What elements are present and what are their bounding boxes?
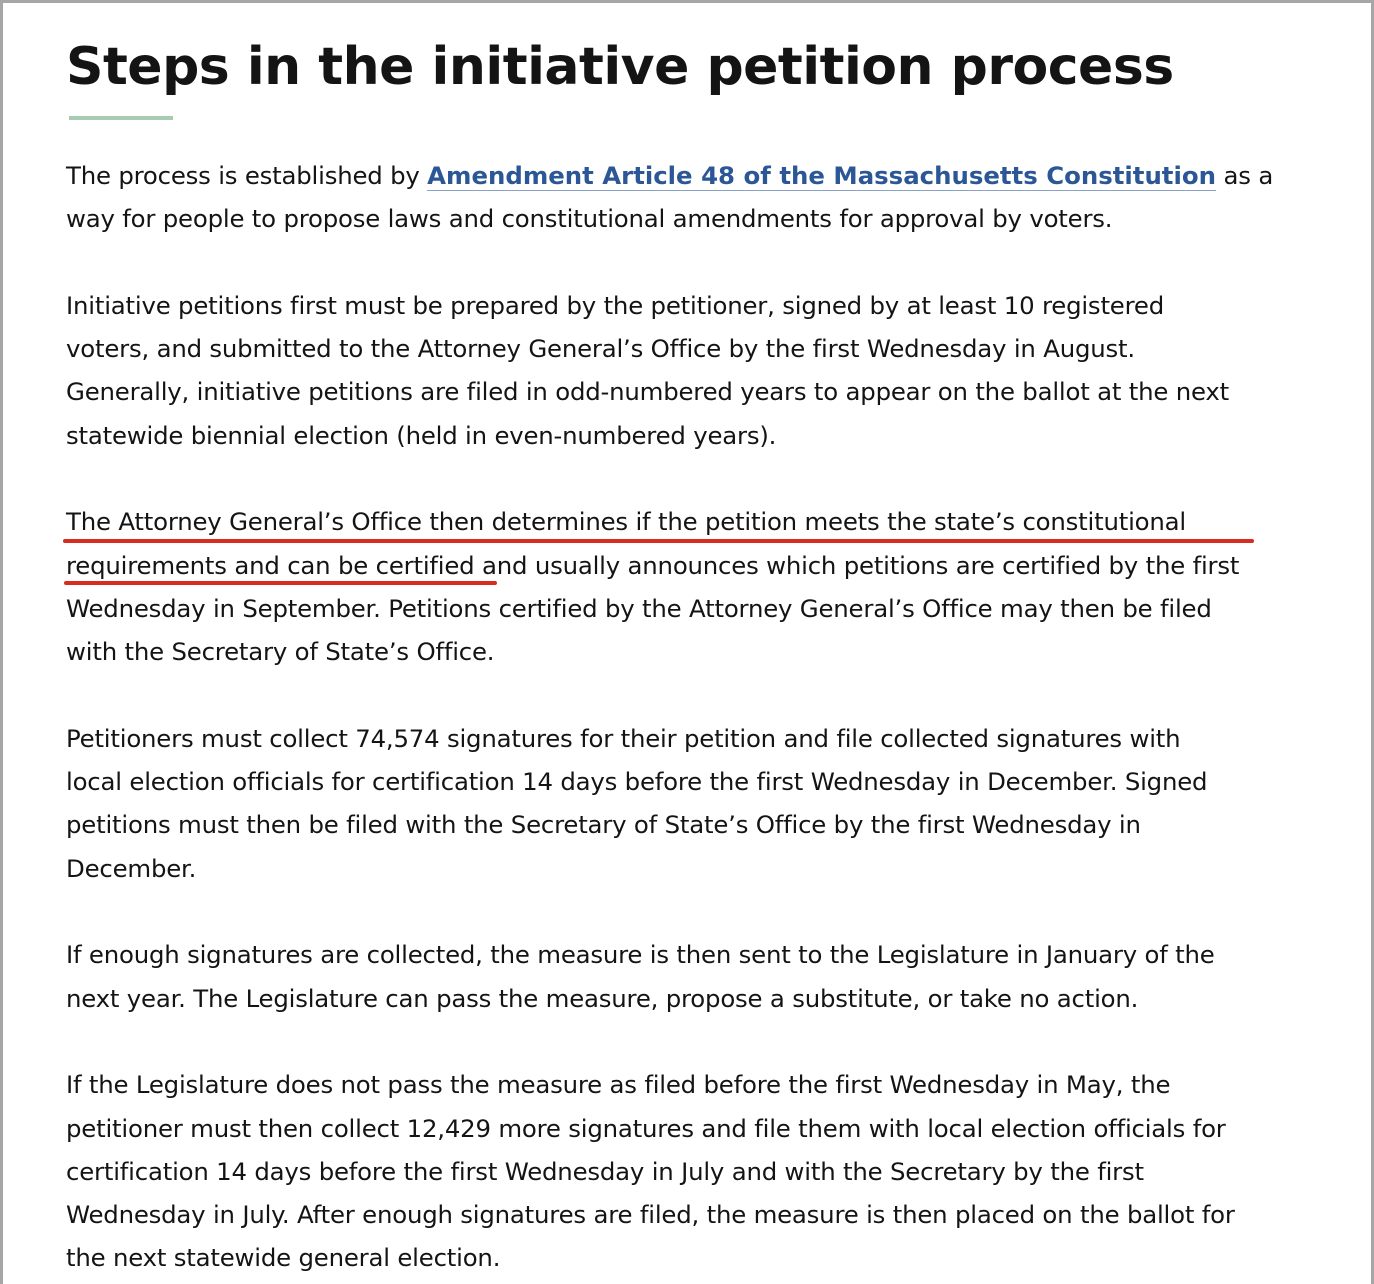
paragraph-line: Initiative petitions first must be prepared by the petitioner, signed by at least 10 registered bbox=[66, 290, 1164, 320]
text-segment: The process is established by bbox=[66, 161, 428, 190]
paragraph-line: The Attorney General’s Office then determines if the petition meets the state’s constitutional bbox=[66, 507, 1186, 537]
paragraph-line: local election officials for certification 14 days before the first Wednesday in December. Signed bbox=[66, 767, 1208, 797]
red-underline-annotation bbox=[64, 581, 497, 585]
paragraph-certification bbox=[66, 500, 1336, 673]
red-underline-annotation bbox=[63, 539, 1254, 543]
paragraph-line: Wednesday in July. After enough signatures are filed, the measure is then placed on the ballot for bbox=[66, 1200, 1235, 1230]
paragraph-signatures bbox=[66, 717, 1336, 890]
paragraph-line: voters, and submitted to the Attorney General’s Office by the first Wednesday in August. bbox=[66, 334, 1135, 364]
paragraph-line: statewide biennial election (held in even-numbered years). bbox=[66, 420, 777, 450]
paragraph-intro bbox=[66, 154, 1336, 241]
paragraph-line: with the Secretary of State’s Office. bbox=[66, 637, 495, 667]
paragraph-line: If enough signatures are collected, the measure is then sent to the Legislature in January of the bbox=[66, 940, 1215, 970]
paragraph-legislature bbox=[66, 933, 1336, 1020]
paragraph-line: Generally, initiative petitions are filed in odd-numbered years to appear on the ballot at the next bbox=[66, 377, 1230, 407]
paragraph-line: If the Legislature does not pass the measure as filed before the first Wednesday in May, the bbox=[66, 1070, 1171, 1100]
page-title: Steps in the initiative petition process bbox=[66, 37, 1174, 97]
paragraph-additional-signatures bbox=[66, 1063, 1336, 1279]
title-accent-rule bbox=[69, 116, 173, 120]
paragraph-filing bbox=[66, 284, 1336, 457]
article-content bbox=[66, 28, 1336, 1280]
paragraph-line: petitions must then be filed with the Secretary of State’s Office by the first Wednesday in bbox=[66, 810, 1141, 840]
paragraph-line: Petitioners must collect 74,574 signatures for their petition and file collected signatures with bbox=[66, 723, 1181, 753]
paragraph-line: the next statewide general election. bbox=[66, 1243, 501, 1273]
paragraph-line: requirements and can be certified and usually announces which petitions are certified by the first bbox=[66, 550, 1240, 580]
amendment-article-48-link[interactable]: Amendment Article 48 of the Massachusetts Constitution bbox=[427, 161, 1216, 190]
paragraph-line: petitioner must then collect 12,429 more signatures and file them with local election officials for bbox=[66, 1113, 1226, 1143]
text-segment: as a bbox=[1215, 161, 1274, 190]
paragraph-line: Wednesday in September. Petitions certified by the Attorney General’s Office may then be filed bbox=[66, 593, 1212, 623]
paragraph-line: next year. The Legislature can pass the measure, propose a substitute, or take no action. bbox=[66, 983, 1139, 1013]
paragraph-line: certification 14 days before the first Wednesday in July and with the Secretary by the first bbox=[66, 1156, 1144, 1186]
paragraph-line bbox=[66, 154, 1336, 197]
paragraph-line: December. bbox=[66, 853, 197, 883]
paragraph-line: way for people to propose laws and constitutional amendments for approval by voters. bbox=[66, 204, 1113, 234]
